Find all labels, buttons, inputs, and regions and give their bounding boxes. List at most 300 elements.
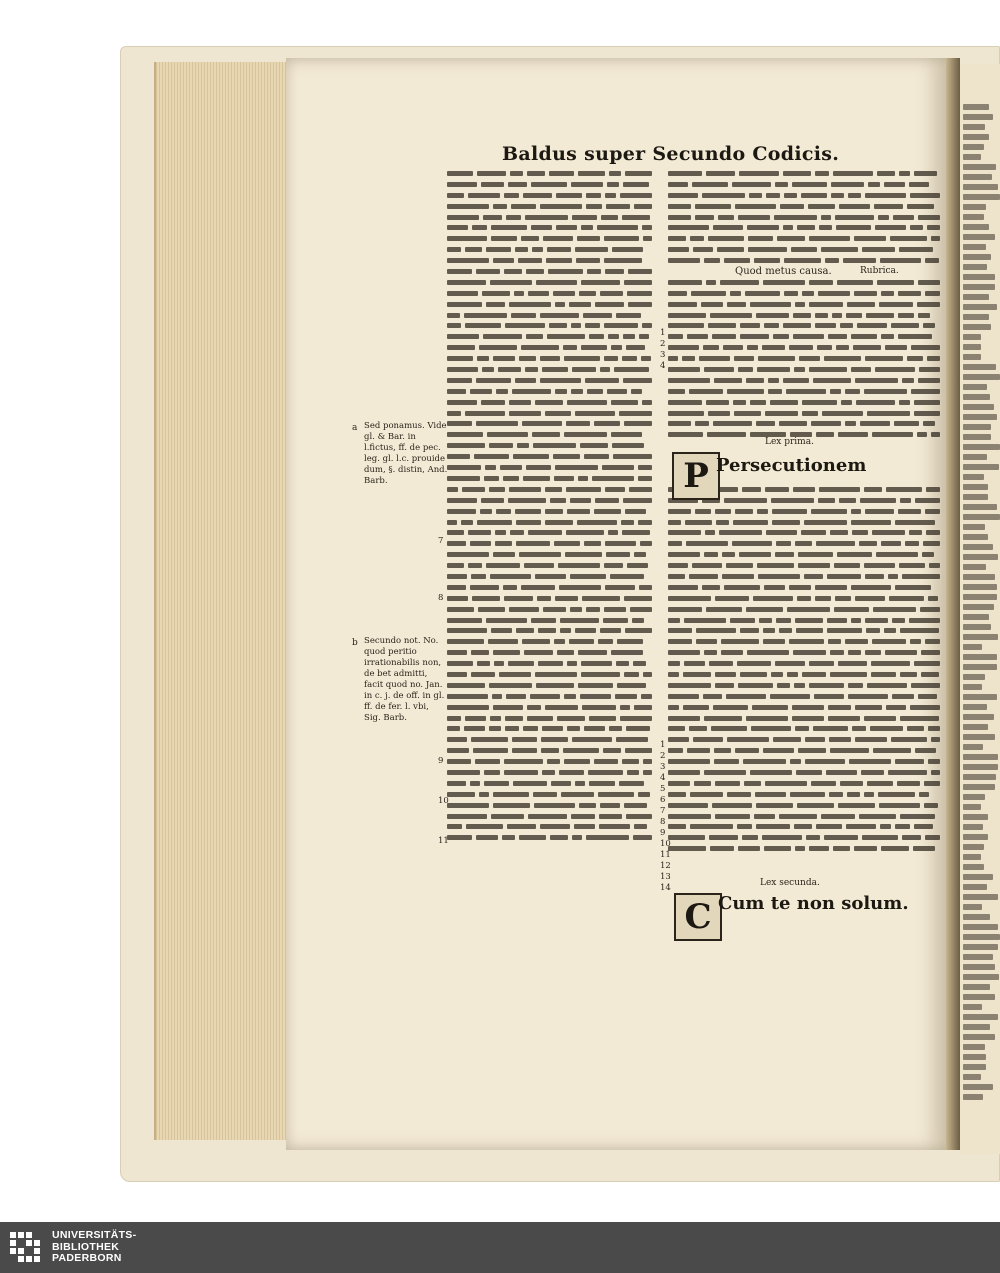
word-mark [533, 792, 557, 797]
text-line [963, 784, 995, 790]
text-line [447, 299, 652, 310]
word-mark [484, 781, 509, 786]
word-mark [695, 509, 711, 514]
word-mark [876, 552, 918, 557]
word-mark [875, 225, 906, 230]
word-mark [836, 345, 849, 350]
word-mark [830, 748, 869, 753]
text-line [668, 615, 940, 626]
word-mark [865, 509, 894, 514]
word-mark [710, 846, 734, 851]
text-line [447, 190, 652, 201]
word-mark [766, 530, 797, 535]
word-mark [522, 421, 562, 426]
word-mark [765, 781, 807, 786]
text-line [963, 604, 994, 610]
word-mark [447, 705, 489, 710]
word-mark [493, 258, 514, 263]
word-mark [773, 334, 789, 339]
text-line [447, 331, 652, 342]
word-mark [586, 835, 629, 840]
text-line [668, 168, 940, 179]
word-mark [627, 291, 652, 296]
word-mark [556, 225, 577, 230]
word-mark [447, 356, 473, 361]
text-line [447, 527, 652, 538]
word-mark [668, 302, 697, 307]
word-mark [466, 824, 503, 829]
text-line [963, 944, 998, 950]
word-mark [855, 378, 898, 383]
word-mark [566, 530, 604, 535]
word-mark [575, 628, 596, 633]
word-mark [474, 454, 509, 459]
word-mark [555, 302, 565, 307]
word-mark [668, 530, 701, 535]
word-mark [827, 618, 847, 623]
word-mark [865, 650, 881, 655]
word-mark [668, 726, 685, 731]
word-mark [447, 378, 472, 383]
word-mark [478, 607, 505, 612]
word-mark [574, 824, 595, 829]
word-mark [704, 716, 742, 721]
decorated-initial: C [674, 893, 722, 941]
text-line [963, 464, 999, 470]
library-logo-icon [8, 1230, 42, 1264]
word-mark [571, 182, 603, 187]
text-line [447, 375, 652, 386]
word-mark [604, 607, 626, 612]
word-mark [541, 737, 568, 742]
word-mark [799, 356, 820, 361]
word-mark [476, 421, 518, 426]
text-line [447, 473, 652, 484]
word-mark [816, 432, 834, 437]
text-line [963, 234, 995, 240]
word-mark [809, 683, 844, 688]
word-mark [476, 269, 500, 274]
word-mark [852, 530, 868, 535]
word-mark [798, 748, 826, 753]
word-mark [686, 541, 728, 546]
word-mark [821, 215, 831, 220]
text-line [447, 495, 652, 506]
word-mark [447, 247, 461, 252]
word-mark [881, 846, 909, 851]
text-line [668, 212, 940, 223]
word-mark [668, 694, 699, 699]
word-mark [532, 432, 560, 437]
line-number: 2 [660, 339, 666, 349]
text-line [447, 821, 652, 832]
decorated-initial: P [672, 452, 720, 500]
word-mark [738, 683, 773, 688]
text-line [963, 854, 981, 860]
word-mark [918, 280, 940, 285]
word-mark [925, 835, 940, 840]
word-mark [840, 323, 853, 328]
word-mark [625, 171, 652, 176]
text-line [963, 534, 988, 540]
word-mark [848, 650, 861, 655]
text-line [963, 614, 989, 620]
word-mark [638, 465, 652, 470]
word-mark [668, 204, 691, 209]
text-line [668, 277, 940, 288]
word-mark [815, 313, 828, 318]
word-mark [694, 781, 711, 786]
word-mark [550, 498, 566, 503]
word-mark [524, 650, 553, 655]
word-mark [752, 705, 788, 710]
word-mark [772, 520, 800, 525]
word-mark [848, 683, 863, 688]
word-mark [724, 258, 750, 263]
text-line [668, 538, 940, 549]
word-mark [507, 824, 536, 829]
word-mark [724, 498, 767, 503]
line-number: 2 [660, 751, 666, 761]
word-mark [925, 509, 940, 514]
text-line [447, 440, 652, 451]
word-mark [847, 792, 860, 797]
word-mark [864, 563, 895, 568]
word-mark [929, 563, 940, 568]
word-mark [595, 498, 619, 503]
line-number: 14 [660, 883, 671, 893]
word-mark [668, 323, 704, 328]
text-line [963, 184, 998, 190]
word-mark [787, 672, 798, 677]
word-mark [598, 792, 634, 797]
word-mark [668, 400, 702, 405]
word-mark [924, 803, 938, 808]
text-line [963, 544, 993, 550]
text-line [447, 310, 652, 321]
word-mark [564, 694, 576, 699]
word-mark [594, 509, 621, 514]
word-mark [503, 476, 519, 481]
word-mark [564, 432, 607, 437]
word-mark [616, 737, 648, 742]
text-line [668, 244, 940, 255]
word-mark [705, 530, 715, 535]
word-mark [915, 498, 940, 503]
word-mark [880, 258, 921, 263]
word-mark [447, 411, 461, 416]
word-mark [708, 323, 736, 328]
word-mark [447, 618, 482, 623]
word-mark [832, 313, 842, 318]
word-mark [802, 400, 837, 405]
word-mark [895, 824, 910, 829]
line-number: 6 [660, 795, 666, 805]
word-mark [865, 356, 903, 361]
word-mark [620, 705, 630, 710]
word-mark [555, 596, 578, 601]
word-mark [926, 530, 940, 535]
word-mark [740, 334, 769, 339]
word-mark [775, 661, 805, 666]
word-mark [634, 824, 647, 829]
word-mark [447, 302, 482, 307]
text-line [447, 811, 652, 822]
word-mark [668, 618, 680, 623]
word-mark [793, 650, 826, 655]
word-mark [543, 607, 566, 612]
word-mark [797, 596, 811, 601]
word-mark [900, 498, 911, 503]
word-mark [824, 356, 861, 361]
word-mark [750, 770, 792, 775]
word-mark [447, 454, 470, 459]
word-mark [643, 759, 652, 764]
word-mark [668, 411, 704, 416]
word-mark [464, 313, 507, 318]
word-mark [792, 182, 827, 187]
word-mark [898, 313, 914, 318]
text-line [447, 702, 652, 713]
library-name-line: UNIVERSITÄTS- [52, 1229, 137, 1241]
word-mark [447, 520, 457, 525]
word-mark [488, 639, 518, 644]
word-mark [859, 814, 896, 819]
word-mark [668, 236, 686, 241]
word-mark [740, 323, 760, 328]
word-mark [668, 356, 678, 361]
word-mark [855, 596, 885, 601]
text-line [447, 723, 652, 734]
word-mark [668, 650, 700, 655]
text-line [963, 374, 1000, 380]
word-mark [918, 313, 930, 318]
word-mark [783, 171, 811, 176]
word-mark [754, 814, 775, 819]
text-line [447, 745, 652, 756]
word-mark [905, 541, 919, 546]
word-mark [821, 814, 855, 819]
word-mark [538, 661, 563, 666]
word-mark [639, 585, 652, 590]
word-mark [545, 487, 562, 492]
word-mark [839, 204, 870, 209]
word-mark [493, 792, 529, 797]
word-mark [585, 323, 600, 328]
word-mark [519, 356, 536, 361]
word-mark [704, 258, 720, 263]
word-mark [601, 215, 618, 220]
word-mark [668, 803, 708, 808]
word-mark [613, 454, 652, 459]
word-mark [899, 400, 910, 405]
word-mark [528, 814, 567, 819]
word-mark [599, 824, 630, 829]
word-mark [563, 748, 599, 753]
word-mark [691, 291, 726, 296]
text-line [963, 664, 997, 670]
word-mark [804, 574, 823, 579]
word-mark [532, 247, 543, 252]
text-line [963, 644, 982, 650]
word-mark [693, 247, 713, 252]
library-name-line: BIBLIOTHEK [52, 1240, 120, 1253]
word-mark [540, 824, 570, 829]
word-mark [770, 694, 810, 699]
word-mark [447, 530, 464, 535]
word-mark [703, 694, 722, 699]
word-mark [718, 215, 734, 220]
word-mark [506, 215, 521, 220]
text-line [963, 434, 991, 440]
word-mark [578, 171, 605, 176]
word-mark [479, 792, 489, 797]
word-mark [508, 498, 546, 503]
word-mark [447, 541, 466, 546]
word-mark [612, 443, 644, 448]
text-line [447, 789, 652, 800]
word-mark [472, 225, 487, 230]
word-mark [622, 759, 639, 764]
word-mark [732, 182, 771, 187]
word-mark [624, 672, 639, 677]
word-mark [764, 323, 779, 328]
word-mark [522, 639, 550, 644]
text-line [668, 549, 940, 560]
text-line [668, 789, 940, 800]
word-mark [801, 193, 827, 198]
word-mark [689, 726, 707, 731]
text-line [668, 386, 940, 397]
word-mark [447, 193, 464, 198]
text-line [963, 324, 991, 330]
text-line [668, 625, 940, 636]
word-mark [738, 846, 760, 851]
word-mark [689, 574, 718, 579]
word-mark [735, 509, 753, 514]
word-mark [900, 716, 939, 721]
word-mark [928, 726, 940, 731]
word-mark [713, 705, 748, 710]
text-line [668, 647, 940, 658]
word-mark [707, 432, 746, 437]
word-mark [516, 520, 541, 525]
word-mark [734, 411, 761, 416]
word-mark [829, 737, 851, 742]
word-mark [668, 835, 705, 840]
word-mark [668, 628, 692, 633]
text-line [668, 843, 940, 854]
word-mark [683, 705, 709, 710]
word-mark [584, 726, 605, 731]
word-mark [571, 814, 595, 819]
word-mark [711, 726, 747, 731]
word-mark [696, 639, 717, 644]
word-mark [836, 225, 871, 230]
text-line [668, 811, 940, 822]
word-mark [581, 345, 607, 350]
word-mark [521, 236, 539, 241]
word-mark [619, 781, 644, 786]
word-mark [594, 421, 620, 426]
decorated-word: Persecutionem [716, 455, 867, 476]
word-mark [806, 835, 820, 840]
word-mark [567, 400, 607, 405]
text-line [447, 277, 652, 288]
word-mark [783, 225, 793, 230]
word-mark [684, 661, 705, 666]
word-mark [829, 792, 843, 797]
word-mark [765, 411, 798, 416]
text-line [447, 233, 652, 244]
word-mark [505, 323, 545, 328]
word-mark [571, 389, 583, 394]
word-mark [861, 770, 884, 775]
word-mark [533, 443, 576, 448]
word-mark [543, 236, 573, 241]
word-mark [865, 574, 884, 579]
word-mark [914, 171, 937, 176]
text-line [447, 364, 652, 375]
word-mark [712, 803, 752, 808]
word-mark [472, 596, 500, 601]
word-mark [798, 563, 830, 568]
word-mark [917, 302, 940, 307]
text-line [963, 864, 984, 870]
word-mark [723, 345, 743, 350]
word-mark [824, 835, 858, 840]
word-mark [512, 748, 537, 753]
word-mark [471, 650, 489, 655]
word-mark [447, 400, 477, 405]
word-mark [809, 661, 834, 666]
text-line [668, 713, 940, 724]
word-mark [839, 498, 856, 503]
word-mark [856, 400, 895, 405]
word-mark [668, 182, 688, 187]
word-mark [572, 367, 596, 372]
text-line [963, 714, 994, 720]
word-mark [626, 814, 652, 819]
word-mark [504, 193, 519, 198]
word-mark [704, 650, 717, 655]
word-mark [503, 585, 517, 590]
word-mark [611, 650, 643, 655]
word-mark [465, 411, 505, 416]
text-line [668, 702, 940, 713]
word-mark [668, 367, 700, 372]
side-note-marker: b [352, 638, 358, 648]
word-mark [874, 204, 903, 209]
word-mark [668, 792, 686, 797]
word-mark [768, 389, 782, 394]
word-mark [764, 585, 785, 590]
word-mark [608, 530, 618, 535]
word-mark [877, 171, 895, 176]
line-number: 11 [438, 836, 449, 846]
word-mark [746, 378, 764, 383]
text-line [668, 222, 940, 233]
text-line [668, 658, 940, 669]
text-line [668, 669, 940, 680]
word-mark [569, 302, 591, 307]
word-mark [484, 770, 500, 775]
word-mark [483, 215, 502, 220]
word-mark [683, 672, 711, 677]
word-mark [578, 476, 588, 481]
text-line [447, 604, 652, 615]
word-mark [703, 345, 719, 350]
